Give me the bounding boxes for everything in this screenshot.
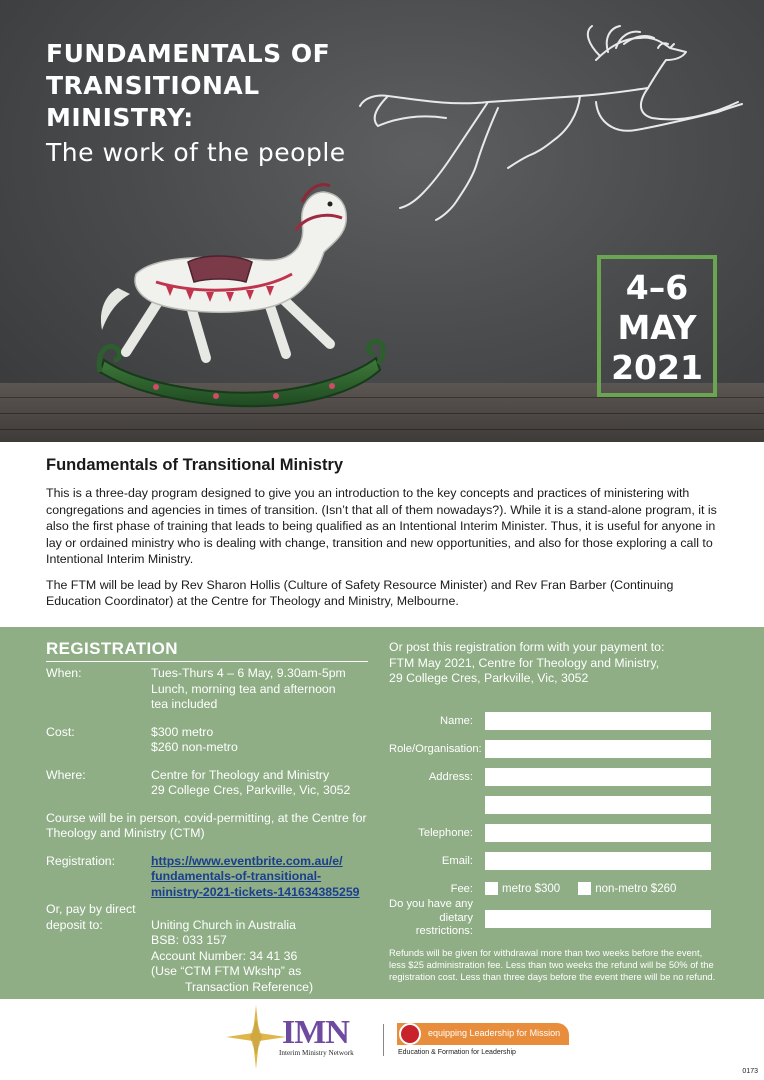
event-date-month: MAY <box>617 308 697 347</box>
footer <box>0 999 764 1080</box>
hero-title-line-3: MINISTRY: <box>46 103 194 132</box>
email-row <box>389 847 725 875</box>
hero-title-line-2: TRANSITIONAL <box>46 71 260 100</box>
deposit-label <box>46 902 151 995</box>
registration-panel <box>0 627 764 999</box>
telephone-label: Telephone: <box>418 826 473 839</box>
registration-link-row <box>46 854 368 901</box>
uca-tagline: equipping Leadership for Mission <box>428 1028 561 1038</box>
deposit-label-line: Or, pay by direct <box>46 902 136 916</box>
address-label: Address: <box>428 770 473 783</box>
deposit-line: Account Number: 34 41 36 <box>151 948 298 963</box>
cost-line: $300 metro <box>151 724 214 739</box>
event-date-box <box>597 255 717 397</box>
name-field[interactable] <box>485 712 711 730</box>
deposit-line: Uniting Church in Australia <box>151 917 296 932</box>
event-date-year: 2021 <box>611 348 703 387</box>
postal-line: Or post this registration form with your payment to: <box>389 640 665 654</box>
role-row <box>389 735 725 763</box>
non-metro-option-label: non-metro $260 <box>595 882 677 895</box>
document-code: 0173 <box>742 1068 758 1075</box>
eventbrite-link[interactable] <box>151 854 368 901</box>
cost-row <box>46 725 368 756</box>
cost-line: $260 non-metro <box>151 740 238 754</box>
metro-option-label: metro $300 <box>502 882 561 895</box>
address-field[interactable] <box>485 768 711 786</box>
role-field[interactable] <box>485 740 711 758</box>
where-line: 29 College Cres, Parkville, Vic, 3052 <box>151 783 351 797</box>
registration-link-label: Registration: <box>46 853 116 868</box>
covid-note: Course will be in person, covid-permitting, at the Centre for Theology and Ministry (CTM) <box>46 810 367 840</box>
chalk-horse-illustration <box>348 22 748 232</box>
email-field[interactable] <box>485 852 711 870</box>
when-value <box>151 666 368 713</box>
deposit-line: (Use “CTM FTM Wkshp” as <box>151 964 302 978</box>
intro-paragraph-2: The FTM will be lead by Rev Sharon Hollis (Culture of Safety Resource Minister) and Rev Fran Barber (Continuing Education Coordinator) at the Centre for Theology and Ministry, Melbourne. <box>46 577 674 608</box>
hero-subtitle: The work of the people <box>46 138 346 167</box>
hero-banner <box>0 0 764 442</box>
deposit-row <box>46 902 368 995</box>
dietary-field[interactable] <box>485 910 711 928</box>
address-row-2 <box>389 791 725 819</box>
telephone-field[interactable] <box>485 824 711 842</box>
deposit-line: Transaction Reference) <box>185 979 314 994</box>
cost-label: Cost: <box>46 724 75 739</box>
dietary-row <box>389 898 725 938</box>
postal-instructions <box>389 640 725 687</box>
deposit-value <box>151 902 368 995</box>
fee-label: Fee: <box>450 882 473 895</box>
when-label: When: <box>46 666 82 680</box>
postal-line: FTM May 2021, Centre for Theology and Ministry, <box>389 655 660 670</box>
dietary-label-line: Do you have any <box>389 898 473 911</box>
non-metro-checkbox[interactable] <box>578 882 591 895</box>
dietary-label <box>389 898 485 939</box>
when-row <box>46 666 368 713</box>
event-date-days: 4–6 <box>625 268 689 307</box>
hero-title <box>46 38 346 172</box>
email-label: Email: <box>441 854 473 867</box>
where-label: Where: <box>46 767 86 782</box>
hero-title-line-1: FUNDAMENTALS OF <box>46 39 331 68</box>
when-line: tea included <box>151 697 218 711</box>
where-value <box>151 768 368 799</box>
link-line[interactable]: https://www.eventbrite.com.au/e/ <box>151 853 343 868</box>
footer-divider <box>383 1024 384 1056</box>
where-line: Centre for Theology and Ministry <box>151 767 330 782</box>
telephone-row <box>389 819 725 847</box>
role-label: Role/Organisation: <box>389 742 482 755</box>
when-line: Tues-Thurs 4 – 6 May, 9.30am-5pm <box>151 666 346 680</box>
postal-line: 29 College Cres, Parkville, Vic, 3052 <box>389 671 589 685</box>
refund-policy: Refunds will be given for withdrawal more than two weeks before the event, less $25 administration fee. Less than two weeks the refund will be 50% of the registration cost. Less than three days before the event there will be no refund. <box>389 946 716 983</box>
imn-logo: IMN <box>282 1014 349 1051</box>
imn-star-icon <box>226 1005 286 1069</box>
intro-paragraph-1: This is a three-day program designed to give you an introduction to the key concepts and practices of ministering with congregations and agencies in times of transition. (Isn’t that all of them nowadays?). While it is a stand-alone program, it is also the first phase of training that leads to being qualified as an Intentional Interim Minister. Thus, it is useful for anyone in lay or ordained ministry who is dealing with change, transition and new opportunities, and also for those exploring a call to Intentional Interim Ministry. <box>46 486 717 566</box>
dietary-label-line: dietary restrictions: <box>415 911 473 938</box>
cost-value <box>151 725 368 756</box>
link-line[interactable]: fundamentals-of-transitional- <box>151 869 322 883</box>
intro-section <box>46 456 718 619</box>
link-line[interactable]: ministry-2021-tickets-141634385259 <box>151 884 360 899</box>
uniting-church-logo-icon <box>399 1023 421 1045</box>
when-line: Lunch, morning tea and afternoon <box>151 681 336 696</box>
address-field-line-2[interactable] <box>485 796 711 814</box>
intro-heading: Fundamentals of Transitional Ministry <box>46 456 344 474</box>
where-row <box>46 768 368 799</box>
uca-subtitle: Education & Formation for Leadership <box>398 1049 516 1056</box>
registration-details <box>46 639 368 1007</box>
name-label: Name: <box>440 714 473 727</box>
metro-checkbox[interactable] <box>485 882 498 895</box>
registration-form <box>389 640 725 983</box>
deposit-label-line: deposit to: <box>46 917 103 932</box>
name-row <box>389 707 725 735</box>
rocking-horse-illustration <box>96 182 386 442</box>
deposit-line: BSB: 033 157 <box>151 933 227 947</box>
registration-title: REGISTRATION <box>46 639 368 662</box>
imn-subtitle: Interim Ministry Network <box>279 1049 354 1057</box>
address-row <box>389 763 725 791</box>
